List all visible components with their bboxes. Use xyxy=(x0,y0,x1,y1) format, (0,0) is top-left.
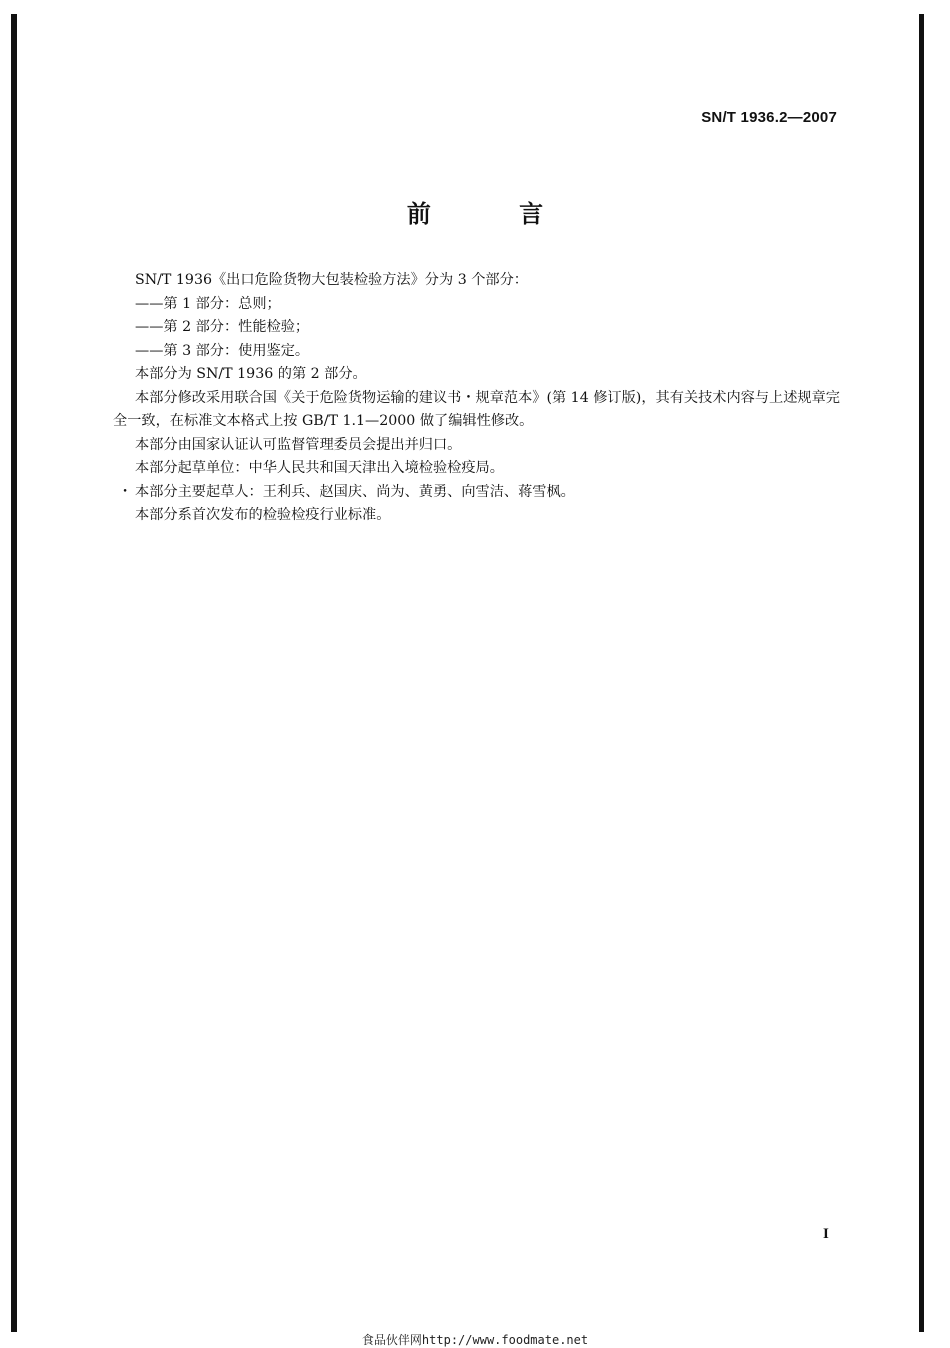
drafters-statement xyxy=(113,481,843,505)
page-number: I xyxy=(823,1226,829,1242)
list-item-part-2: ——第 2 部分：性能检验； xyxy=(135,319,310,335)
page-title: 前 言 xyxy=(406,200,584,228)
list-item-part-1: ——第 1 部分：总则； xyxy=(135,295,281,312)
footer-url[interactable]: http://www.foodmate.net xyxy=(421,1333,589,1347)
scan-dot-mark: ・ xyxy=(118,483,133,500)
footer-site-name: 食品伙伴网 xyxy=(361,1333,422,1347)
drafters-text: 本部分主要起草人：王利兵、赵国庆、尚为、黄勇、向雪洁、蒋雪枫。 xyxy=(135,483,575,500)
foreword-body xyxy=(113,269,843,528)
drafting-unit-statement: 本部分起草单位：中华人民共和国天津出入境检验检疫局。 xyxy=(135,460,504,476)
proposer-statement: 本部分由国家认证认可监督管理委员会提出并归口。 xyxy=(135,436,462,453)
intro-paragraph: SN/T 1936《出口危险货物大包装检验方法》分为 3 个部分： xyxy=(135,272,528,288)
first-release-statement: 本部分系首次发布的检验检疫行业标准。 xyxy=(135,507,391,523)
footer-watermark xyxy=(0,1331,950,1348)
standard-number: SN/T 1936.2—2007 xyxy=(701,109,837,126)
adoption-statement: 本部分修改采用联合国《关于危险货物运输的建议书・规章范本》(第 14 修订版)，其有关技术内容与上述规章完全一致，在标准文本格式上按 GB/T 1.1—2000 做了编辑性修改。 xyxy=(113,389,840,429)
part-statement: 本部分为 SN/T 1936 的第 2 部分。 xyxy=(135,366,367,382)
list-item-part-3: ——第 3 部分：使用鉴定。 xyxy=(135,342,310,359)
